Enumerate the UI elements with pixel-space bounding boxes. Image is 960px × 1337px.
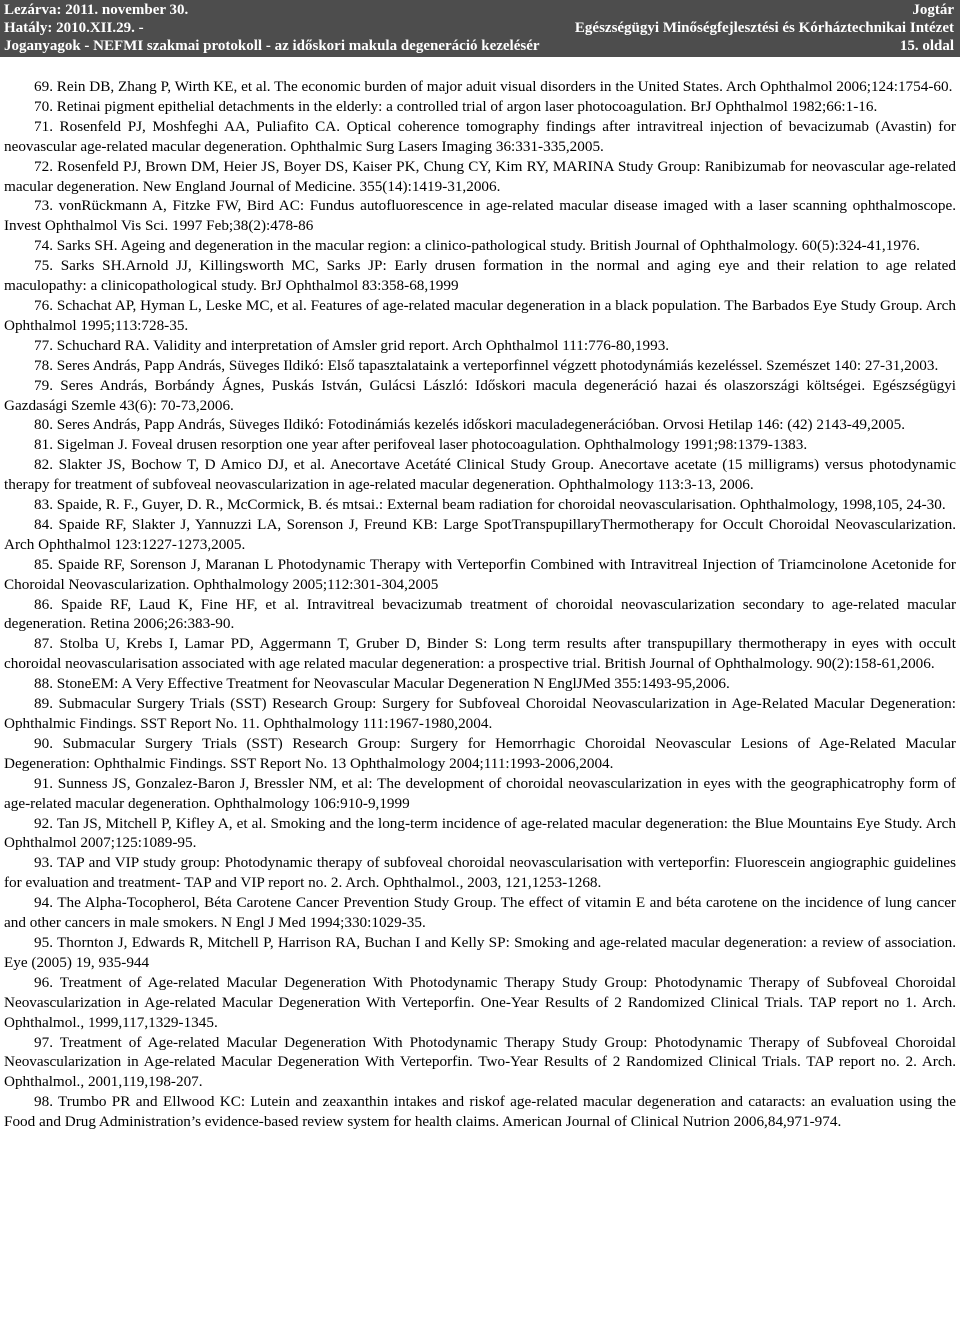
reference-item: 80. Seres András, Papp András, Süveges Ildikó: Fotodinámiás kezelés időskori maculadegenerációban. Orvosi Hetilap 146: (42) 2143-49,2005. [34, 416, 905, 434]
header-line-1 [4, 1, 954, 19]
reference-item: 96. Treatment of Age-related Macular Degeneration With Photodynamic Therapy Study Group: Photodynamic Therapy of Subfoveal Choroidal Neovascularization in Age-related Macular Degeneration With Verteporfin. One-Year Results of 2 Randomized Clinical Trials. TAP report no 1. Arch. Ophthalmol., 1999,117,1329-1345. [4, 973, 956, 1031]
header-document-title: Joganyagok - NEFMI szakmai protokoll - az időskori makula degeneráció kezelésér [4, 38, 540, 54]
reference-item: 79. Seres András, Borbándy Ágnes, Puskás István, Gulácsi László: Időskori macula degeneráció hazai és olaszországi költségei. Egészségügyi Gazdasági Szemle 43(6): 70-73,2006. [4, 376, 956, 414]
reference-item: 86. Spaide RF, Laud K, Fine HF, et al. Intravitreal bevacizumab treatment of choroidal neovascularization secondary to age-related macular degeneration. Retina 2006;26:383-90. [4, 595, 956, 633]
header-line-3 [4, 37, 954, 55]
header-publisher: Jogtár [912, 2, 954, 18]
reference-item: 98. Trumbo PR and Ellwood KC: Lutein and zeaxanthin intakes and riskof age-related macular degeneration and cataracts: an evaluation using the Food and Drug Administration’s evidence-based review system for health claims. American Journal of Clinical Nutrion 2006,84,971-974. [4, 1093, 956, 1131]
reference-item: 91. Sunness JS, Gonzalez-Baron J, Bressler NM, et al: The development of choroidal neovascularization in eyes with the geographicatrophy form of age-related macular degeneration. Ophthalmology 106:910-9,1999 [4, 774, 956, 812]
reference-item: 89. Submacular Surgery Trials (SST) Research Group: Surgery for Subfoveal Choroidal Neovascularization in Age-Related Macular Degeneration: Ophthalmic Findings. SST Report No. 11. Ophthalmology 111:1967-1980,2004. [4, 695, 956, 732]
header-line-2 [4, 19, 954, 37]
reference-item: 81. Sigelman J. Foveal drusen resorption one year after perifoveal laser photocoagulation. Ophthalmology 1991;98:1379-1383. [34, 436, 808, 454]
reference-item: 71. Rosenfeld PJ, Moshfeghi AA, Puliafito CA. Optical coherence tomography findings after intravitreal injection of bevacizumab (Avastin) for neovascular age-related macular degeneration. Ophthalmic Surg Lasers Imaging 36:331-335,2005. [4, 117, 956, 155]
reference-item: 75. Sarks SH.Arnold JJ, Killingsworth MC, Sarks JP: Early drusen formation in the normal and aging eye and their relation to age related maculopathy: a clinicopathological study. BrJ Ophthalmol 83:358-68,1999 [4, 257, 956, 295]
reference-item: 87. Stolba U, Krebs I, Lamar PD, Aggermann T, Gruber D, Binder S: Long term results after transpupillary thermotherapy in eyes with occult choroidal neovascularisation associated with age related macular degeneration: a prospective trial. British Journal of Ophthalmology. 90(2):158-61,2006. [4, 635, 956, 673]
reference-item: 84. Spaide RF, Slakter J, Yannuzzi LA, Sorenson J, Freund KB: Large SpotTranspupillaryThermotherapy for Occult Choroidal Neovascularization. Arch Ophthalmol 123:1227-1273,2005. [4, 515, 956, 553]
header-page-number: 15. oldal [899, 38, 954, 54]
reference-item: 72. Rosenfeld PJ, Brown DM, Heier JS, Boyer DS, Kaiser PK, Chung CY, Kim RY, MARINA Study Group: Ranibizumab for neovascular age-related macular degeneration. New England Journal of Medicine. 355(14):1419-31,2006. [4, 157, 956, 195]
reference-item: 82. Slakter JS, Bochow T, D Amico DJ, et al. Anecortave Acetáté Clinical Study Group. Anecortave acetate (15 milligrams) versus photodynamic therapy for treatment of subfoveal neovascularization in age-related macular degeneration. Ophthalmology 113:3-13, 2006. [4, 456, 956, 494]
reference-item: 73. vonRückmann A, Fitzke FW, Bird AC: Fundus autofluorescence in age-related macular disease imaged with a laser scanning ophthalmoscope. Invest Ophthalmol Vis Sci. 1997 Feb;38(2):478-86 [4, 197, 956, 235]
header-validity: Hatály: 2010.XII.29. - [4, 20, 144, 36]
reference-item: 74. Sarks SH. Ageing and degeneration in the macular region: a clinico-pathological study. British Journal of Ophthalmology. 60(5):324-41,1976. [34, 237, 920, 255]
reference-item: 83. Spaide, R. F., Guyer, D. R., McCormick, B. és mtsai.: External beam radiation for choroidal neovascularisation. Ophthalmology, 1998,105, 24-30. [34, 496, 946, 514]
reference-item: 97. Treatment of Age-related Macular Degeneration With Photodynamic Therapy Study Group: Photodynamic Therapy of Subfoveal Choroidal Neovascularization in Age-related Macular Degeneration With Verteporfin. Two-Year Results of 2 Randomized Clinical Trials. TAP report no. 2. Arch. Ophthalmol., 2001,119,198-207. [4, 1033, 956, 1091]
reference-list [4, 77, 956, 1132]
header-institute: Egészségügyi Minőségfejlesztési és Kórháztechnikai Intézet [574, 20, 954, 36]
reference-item: 88. StoneEM: A Very Effective Treatment for Neovascular Macular Degeneration N EnglJMed 355:1493-95,2006. [34, 675, 730, 693]
reference-item: 95. Thornton J, Edwards R, Mitchell P, Harrison RA, Buchan I and Kelly SP: Smoking and age-related macular degeneration: a review of association. Eye (2005) 19, 935-944 [4, 933, 956, 971]
reference-item: 85. Spaide RF, Sorenson J, Maranan L Photodynamic Therapy with Verteporfin Combined with Intravitreal Injection of Triamcinolone Acetonide for Choroidal Neovascularization. Ophthalmology 2005;112:301-304,2005 [4, 555, 956, 593]
reference-item: 77. Schuchard RA. Validity and interpretation of Amsler grid report. Arch Ophthalmol 111:776-80,1993. [34, 336, 670, 354]
document-header [0, 0, 960, 57]
reference-item: 76. Schachat AP, Hyman L, Leske MC, et al. Features of age-related macular degeneration in a black population. The Barbados Eye Study Group. Arch Ophthalmol 1995;113:728-35. [4, 296, 956, 334]
reference-item: 92. Tan JS, Mitchell P, Kifley A, et al. Smoking and the long-term incidence of age-related macular degeneration: the Blue Mountains Eye Study. Arch Ophthalmol 2007;125:1089-95. [4, 814, 956, 852]
header-closed-date: Lezárva: 2011. november 30. [4, 2, 189, 18]
reference-item: 94. The Alpha-Tocopherol, Béta Carotene Cancer Prevention Study Group. The effect of vitamin E and béta carotene on the incidence of lung cancer and other cancers in male smokers. N Engl J Med 1994;330:1029-35. [4, 894, 956, 932]
reference-item: 78. Seres András, Papp András, Süveges Ildikó: Első tapasztalataink a verteporfinnel végzett photodynámiás kezeléssel. Szemészet 140: 27-31,2003. [34, 356, 939, 374]
reference-item: 69. Rein DB, Zhang P, Wirth KE, et al. The economic burden of major aduit visual disorders in the United States. Arch Ophthalmol 2006;124:1754-60. [34, 78, 953, 95]
reference-item: 90. Submacular Surgery Trials (SST) Research Group: Surgery for Hemorrhagic Choroidal Neovascular Lesions of Age-Related Macular Degeneration: Ophthalmic Findings. SST Report No. 13 Ophthalmology 2004;111:1993-2006,2004. [4, 734, 956, 772]
reference-item: 70. Retinai pigment epithelial detachments in the elderly: a controlled trial of argon laser photocoagulation. BrJ Ophthalmol 1982;66:1-16. [34, 97, 878, 115]
reference-item: 93. TAP and VIP study group: Photodynamic therapy of subfoveal choroidal neovascularisation with verteporfin: Fluorescein angiographic guidelines for evaluation and treatment- TAP and VIP report no. 2. Arch. Ophthalmol., 2003, 121,1253-1268. [4, 854, 956, 892]
